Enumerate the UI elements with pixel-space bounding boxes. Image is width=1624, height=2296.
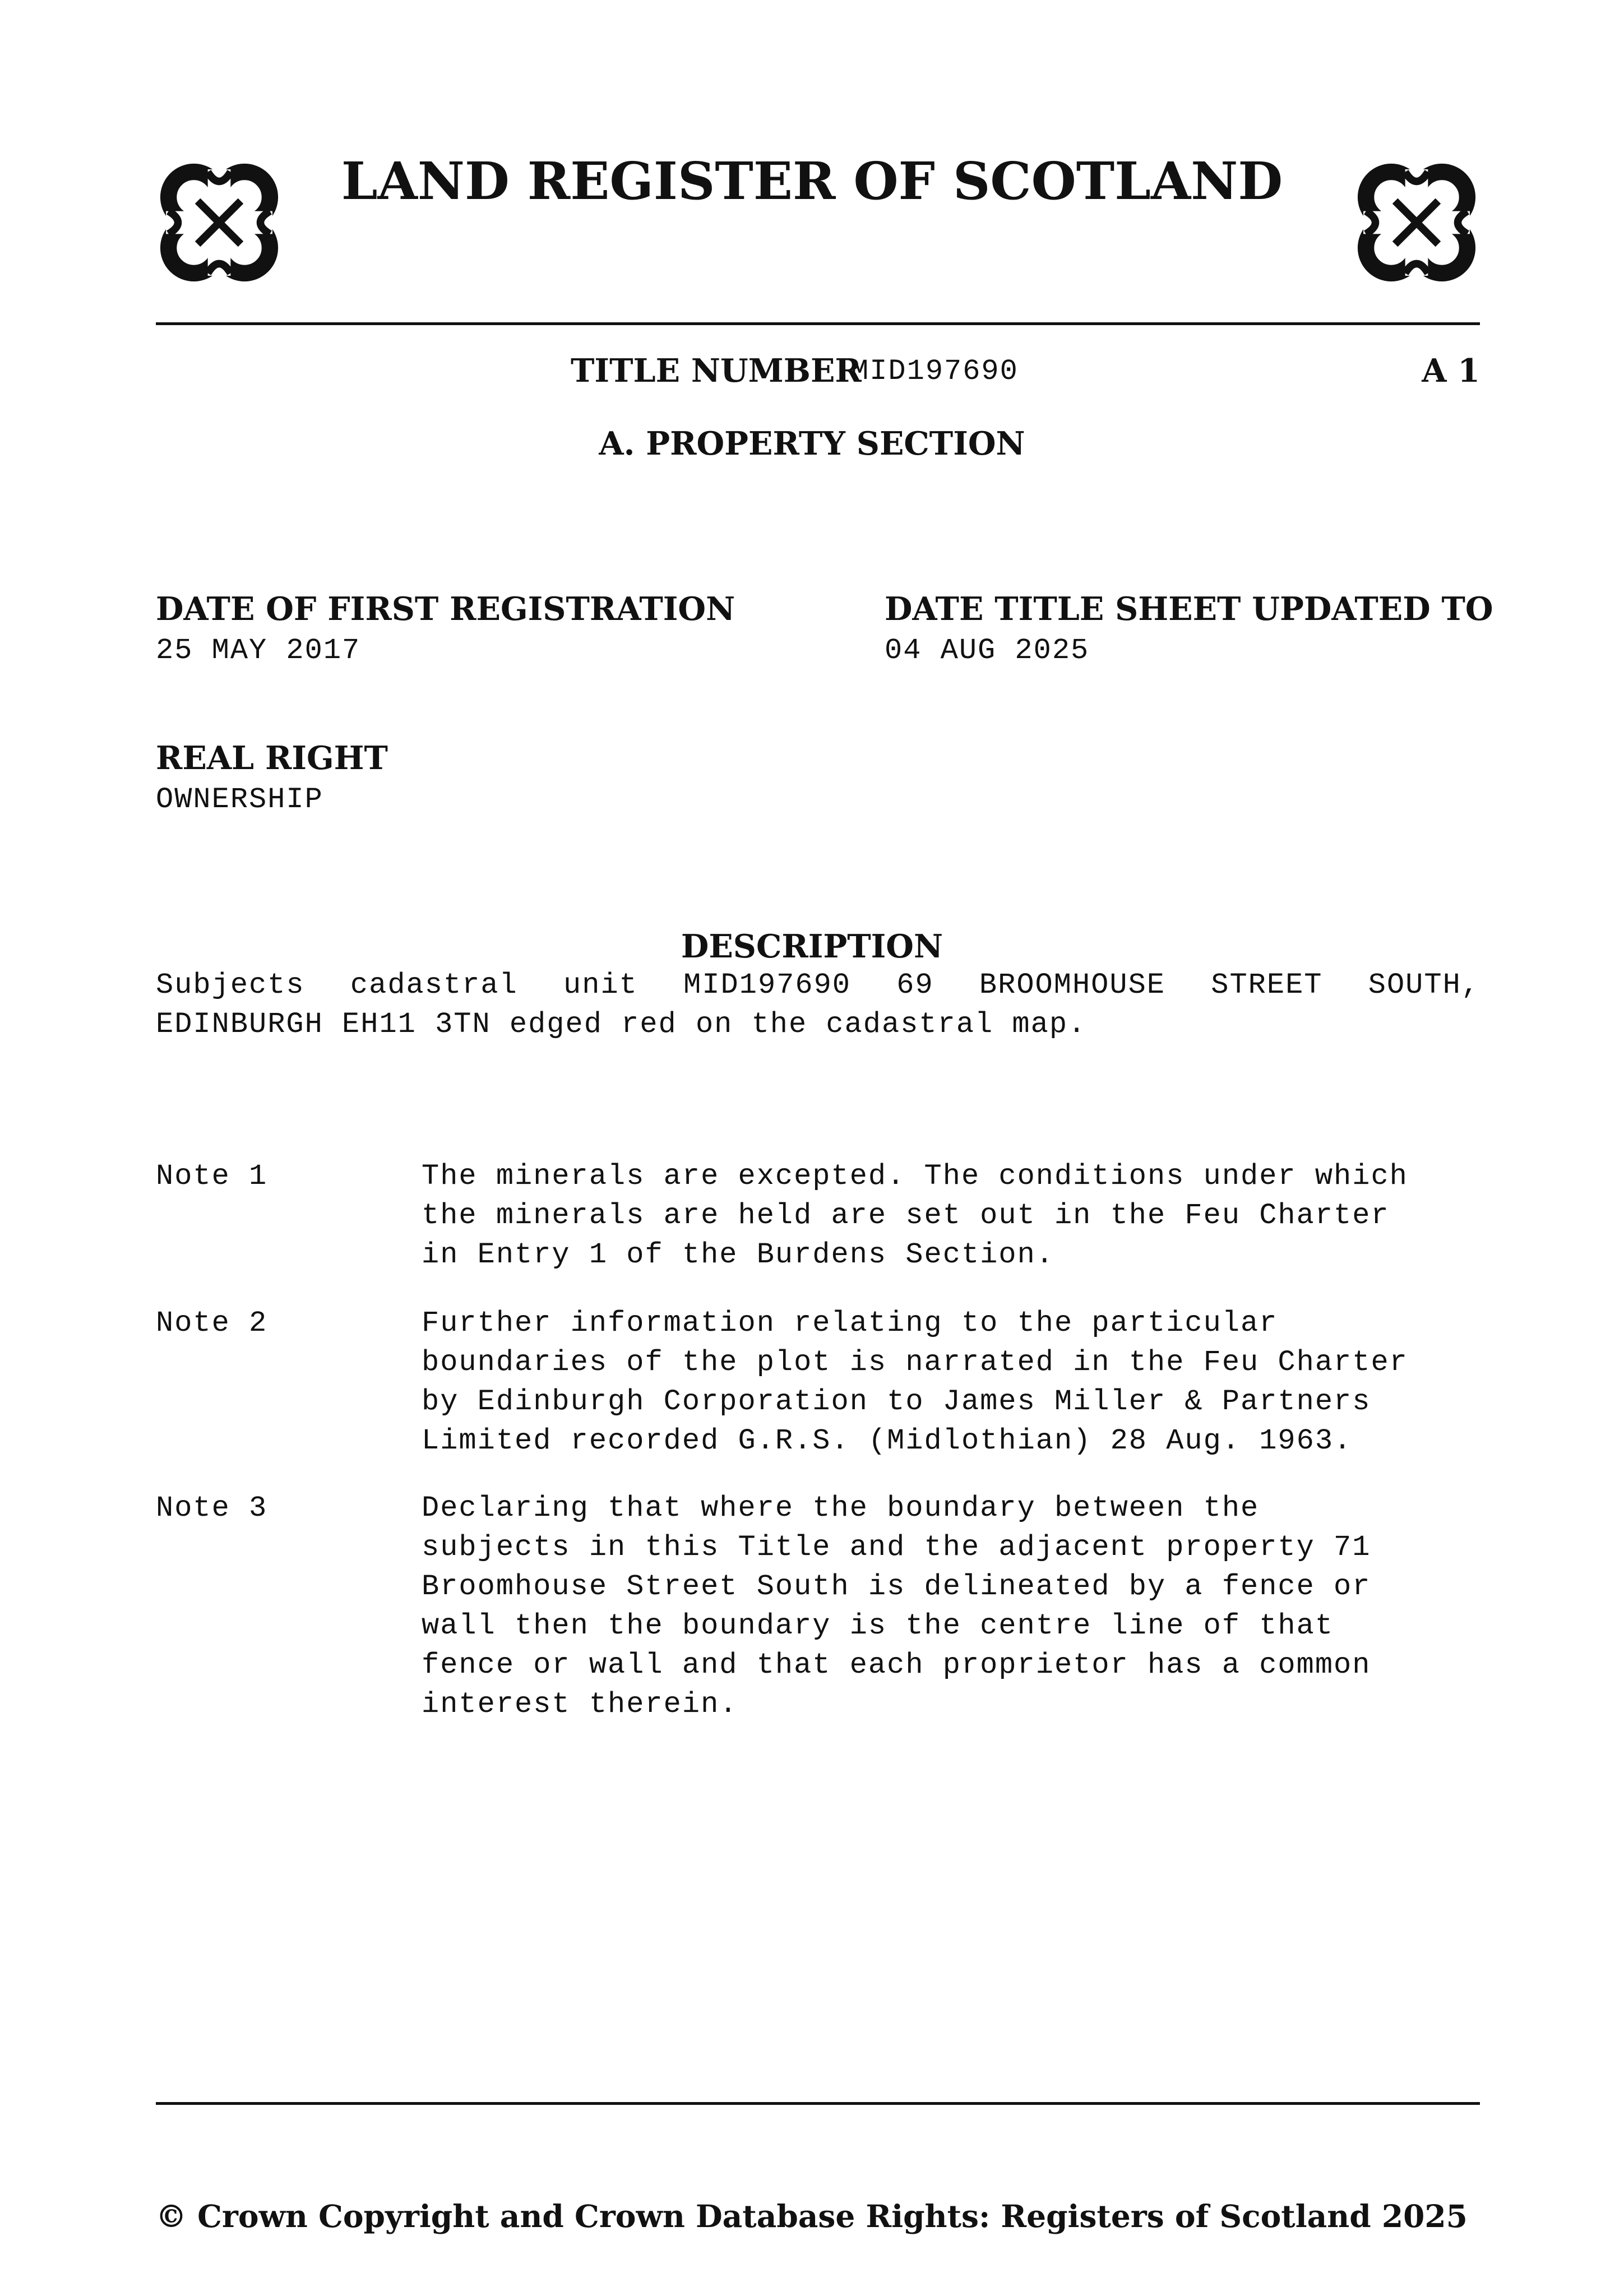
description-heading: DESCRIPTION bbox=[681, 928, 943, 965]
title-number-row bbox=[0, 349, 1624, 394]
note-line: the minerals are held are set out in the Feu Charter bbox=[422, 1199, 1390, 1232]
first-registration-field bbox=[156, 587, 735, 670]
note-line: subjects in this Title and the adjacent property 71 bbox=[422, 1531, 1371, 1564]
first-registration-label: DATE OF FIRST REGISTRATION bbox=[156, 590, 735, 628]
note-body bbox=[422, 1157, 1487, 1275]
updated-to-field bbox=[885, 587, 1493, 670]
first-registration-value: 25 MAY 2017 bbox=[156, 634, 361, 667]
copyright-notice: © Crown Copyright and Crown Database Rights: Registers of Scotland 2025 bbox=[156, 2198, 1468, 2234]
updated-to-value: 04 AUG 2025 bbox=[885, 634, 1090, 667]
sheet-reference: A 1 bbox=[1422, 352, 1480, 390]
footer-divider bbox=[156, 2102, 1480, 2105]
ros-knot-logo-right-icon bbox=[1353, 159, 1480, 286]
real-right-label: REAL RIGHT bbox=[156, 739, 388, 777]
description-text bbox=[156, 966, 1480, 1044]
note-line: Declaring that where the boundary between the bbox=[422, 1492, 1260, 1525]
note-line: in Entry 1 of the Burdens Section. bbox=[422, 1238, 1054, 1271]
note-line: The minerals are excepted. The conditions under which bbox=[422, 1160, 1408, 1193]
real-right-value: OWNERSHIP bbox=[156, 783, 323, 816]
note-label: Note 2 bbox=[156, 1307, 268, 1340]
title-number-label: TITLE NUMBER bbox=[571, 352, 862, 390]
header-divider bbox=[156, 322, 1480, 325]
note-line: interest therein. bbox=[422, 1688, 738, 1721]
note-label: Note 3 bbox=[156, 1492, 268, 1525]
note-line: wall then the boundary is the centre line of that bbox=[422, 1609, 1334, 1642]
note-line: Limited recorded G.R.S. (Midlothian) 28 Aug. 1963. bbox=[422, 1424, 1353, 1457]
note-line: boundaries of the plot is narrated in the Feu Charter bbox=[422, 1346, 1408, 1379]
ros-knot-logo-svg bbox=[1353, 159, 1480, 286]
note-line: Further information relating to the particular bbox=[422, 1307, 1278, 1340]
title-number-value: MID197690 bbox=[851, 355, 1019, 388]
note-body bbox=[422, 1489, 1487, 1724]
note-line: by Edinburgh Corporation to James Miller & Partners bbox=[422, 1385, 1371, 1418]
description-line: Subjects cadastral unit MID197690 69 BROOMHOUSE STREET SOUTH, bbox=[156, 969, 1480, 1002]
page-title: LAND REGISTER OF SCOTLAND bbox=[341, 151, 1283, 211]
note-line: Broomhouse Street South is delineated by a fence or bbox=[422, 1570, 1371, 1603]
note-label: Note 1 bbox=[156, 1160, 268, 1193]
description-line: EDINBURGH EH11 3TN edged red on the cadastral map. bbox=[156, 1008, 1087, 1041]
section-title: A. PROPERTY SECTION bbox=[599, 425, 1025, 462]
real-right-field bbox=[156, 737, 388, 820]
note-body bbox=[422, 1304, 1487, 1461]
updated-to-label: DATE TITLE SHEET UPDATED TO bbox=[885, 590, 1493, 628]
note-line: fence or wall and that each proprietor has a common bbox=[422, 1649, 1371, 1682]
